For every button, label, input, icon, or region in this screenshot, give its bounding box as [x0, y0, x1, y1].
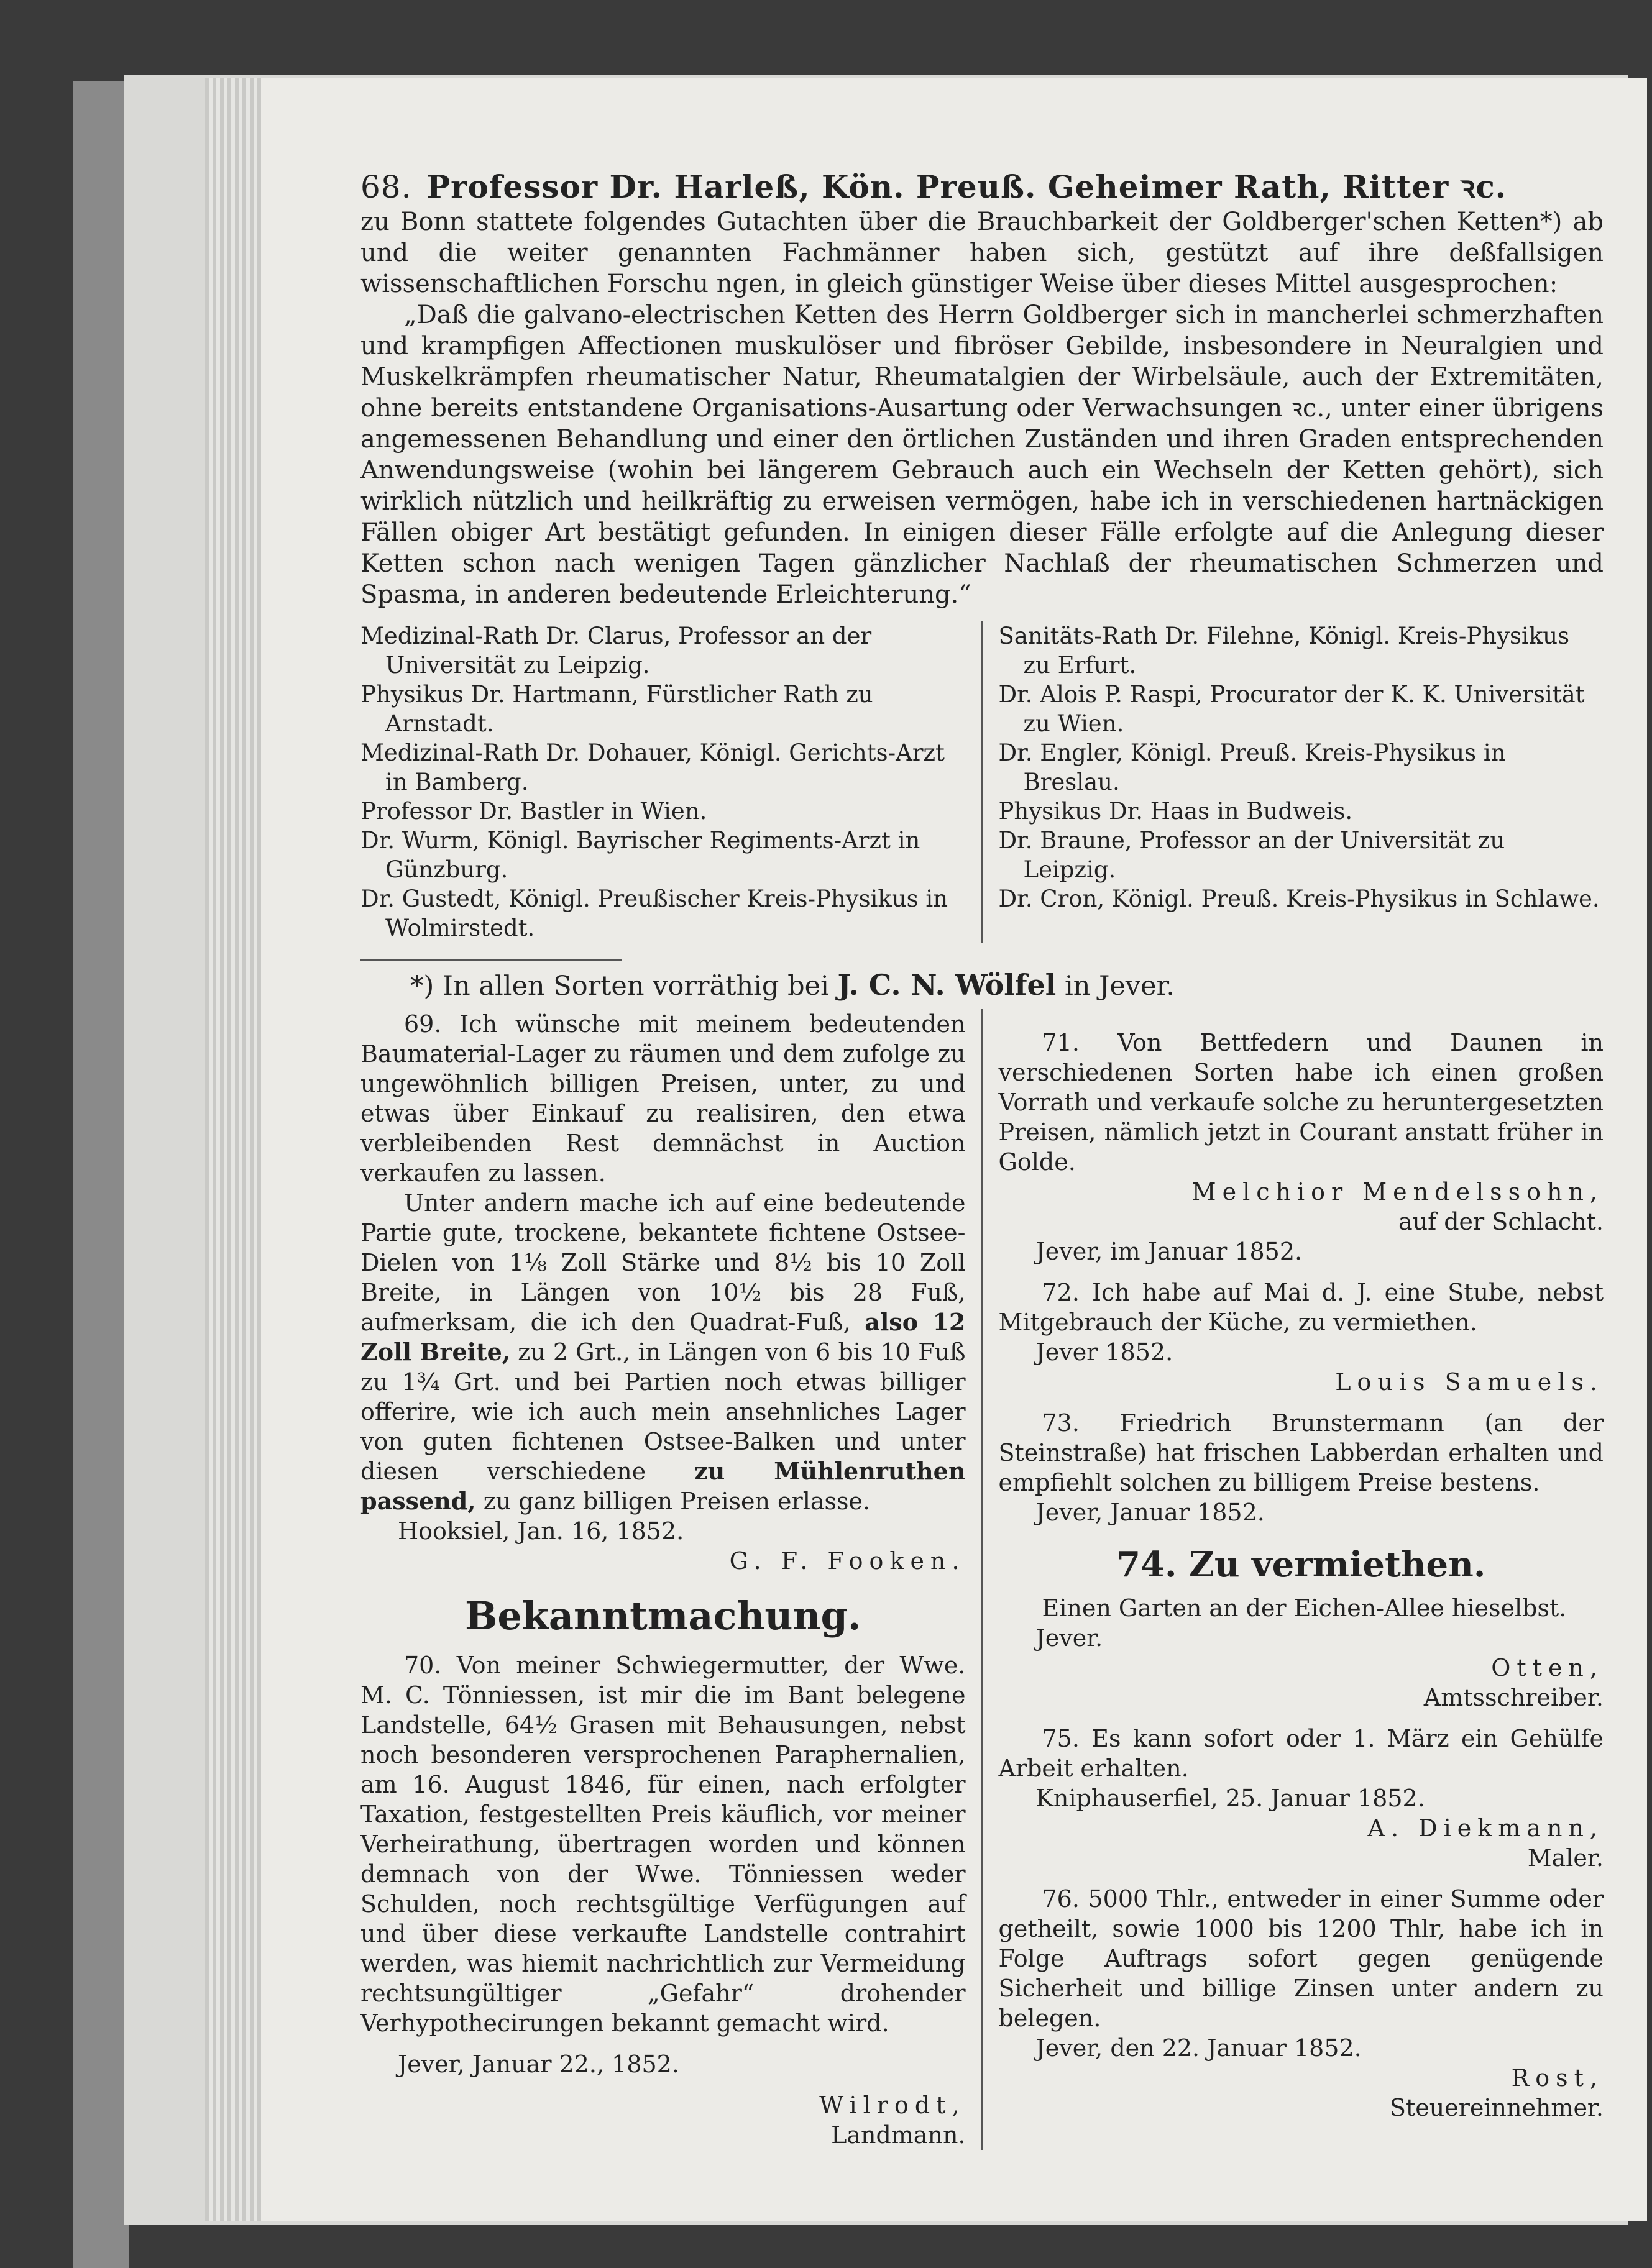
expert-entry: Dr. Engler, Königl. Preuß. Kreis-Physikus in Breslau.: [998, 739, 1506, 795]
ad-76-signature-title: Steuereinnehmer.: [1389, 2094, 1604, 2121]
ad-69-offer-e: zu ganz billigen Preisen erlasse.: [483, 1488, 871, 1515]
ads-right-column: [983, 1009, 1604, 2150]
ad-73-text: 73. Friedrich Brunstermann (an der Steinstraße) hat frischen Labberdan erhalten und empfiehlt solchen zu billigem Preise bestens.: [998, 1409, 1604, 1496]
notice-date: Jever, Januar 22., 1852.: [398, 2051, 679, 2078]
ad-69-date: Hooksiel, Jan. 16, 1852.: [398, 1517, 684, 1545]
ad-76-text: 76. 5000 Thlr., entweder in einer Summe oder getheilt, sowie 1000 bis 1200 Thlr, habe ich in Folge Auftrags sofort gegen genügende Sicherheit und billige Zinsen unter andern zu belegen.: [998, 1885, 1604, 2032]
experts-right-column: [983, 621, 1604, 943]
experts-list: [360, 621, 1604, 943]
ad-71-signature-place: auf der Schlacht.: [1398, 1208, 1604, 1235]
expert-entry: Physikus Dr. Haas in Budweis.: [998, 798, 1353, 825]
ad-76-date: Jever, den 22. Januar 1852.: [1035, 2034, 1362, 2062]
ad-72-date: Jever 1852.: [1035, 1338, 1173, 1366]
notice-signature: Wilrodt,: [819, 2092, 966, 2119]
ad-69-offer: [360, 1188, 966, 1516]
ad-69-offer-b: also 12 Zoll Breite,: [360, 1308, 966, 1366]
expert-entry: Dr. Gustedt, Königl. Preußischer Kreis-Physikus in Wolmirstedt.: [360, 885, 948, 941]
ad-74-signature: Otten,: [1491, 1654, 1604, 1681]
notice-signature-title: Landmann.: [831, 2121, 966, 2149]
footnote: [410, 967, 1604, 1004]
article-title: Professor Dr. Harleß, Kön. Preuß. Geheimer Rath, Ritter ꝛc.: [426, 168, 1507, 205]
footnote-mark: *): [410, 971, 434, 1002]
ad-69-signature: G. F. Fooken.: [729, 1547, 966, 1575]
ad-74-place: Jever.: [1035, 1624, 1103, 1652]
ad-71-date: Jever, im Januar 1852.: [1035, 1238, 1303, 1265]
expert-entry: Professor Dr. Bastler in Wien.: [360, 798, 707, 825]
ads-left-column: [360, 1009, 983, 2150]
footnote-text: In allen Sorten vorräthig bei: [442, 971, 829, 1002]
expert-entry: Dr. Wurm, Königl. Bayrischer Regiments-Arzt in Günzburg.: [360, 827, 920, 883]
quote-paragraph: „Daß die galvano-electrischen Ketten des Herrn Goldberger sich in mancherlei schmerzhaften und krampfigen Affectionen muskulöser und fibröser Gebilde, insbesondere in Neuralgien und Muskelkrämpfen rheumatischer Natur, Rheumatalgien der Wirbelsäule, auch der Extremitäten, ohne bereits entstandene Organisations-Ausartung oder Verwachsungen ꝛc., unter einer übrigens angemessenen Behandlung und einer den örtlichen Zuständen und ihren Graden entsprechenden Anwendungsweise (wohin bei längerem Gebrauch auch ein Wechseln der Ketten gehört), sich wirklich nützlich und heilkräftig zu erweisen vermögen, habe ich in verschiedenen hartnäckigen Fällen obiger Art bestätigt gefunden. In einigen dieser Fälle erfolgte auf die Anlegung dieser Ketten schon nach wenigen Tagen gänzlicher Nachlaß der rheumatischen Schmerzen und Spasma, in anderen bedeutende Erleichterung.“: [360, 301, 1604, 609]
ad-72-signature: Louis Samuels.: [1335, 1368, 1604, 1396]
notice-title: Bekanntmachung.: [465, 1593, 861, 1639]
footnote-rule: [360, 959, 622, 961]
expert-entry: Dr. Braune, Professor an der Universität zu Leipzig.: [998, 827, 1505, 883]
page-content: [360, 168, 1604, 2150]
ad-69-text: 69. Ich wünsche mit meinem bedeutenden Baumaterial-Lager zu räumen und dem zufolge zu ungewöhnlich billigen Preisen, unter, zu und etwas über Einkauf zu realisiren, den etwa verbleibenden Rest demnächst in Auction verkaufen zu lassen.: [360, 1010, 966, 1187]
ad-75-signature-title: Maler.: [1527, 1844, 1604, 1872]
ad-74-title: 74. Zu vermiethen.: [1116, 1544, 1486, 1585]
ad-73-date: Jever, Januar 1852.: [1035, 1499, 1265, 1526]
expert-entry: Physikus Dr. Hartmann, Fürstlicher Rath zu Arnstadt.: [360, 681, 873, 737]
expert-entry: Dr. Cron, Königl. Preuß. Kreis-Physikus in Schlawe.: [998, 885, 1600, 912]
ad-69-offer-d: zu Mühlenruthen passend,: [360, 1457, 966, 1515]
expert-entry: Dr. Alois P. Raspi, Procurator der K. K. Universität zu Wien.: [998, 681, 1585, 737]
ad-71-signature: Melchior Mendelssohn,: [1191, 1178, 1604, 1205]
page-gutter: [205, 78, 261, 2221]
expert-entry: Medizinal-Rath Dr. Clarus, Professor an der Universität zu Leipzig.: [360, 623, 872, 679]
footnote-merchant: J. C. N. Wölfel: [837, 968, 1057, 1002]
ad-74-signature-title: Amtsschreiber.: [1423, 1684, 1604, 1711]
book-edge: [73, 81, 129, 2268]
experts-left-column: [360, 621, 983, 943]
article-header: [360, 168, 1604, 206]
advertisements: [360, 1009, 1604, 2150]
ad-74-text: Einen Garten an der Eichen-Allee hieselbst.: [1042, 1594, 1567, 1622]
notice-text: 70. Von meiner Schwiegermutter, der Wwe. M. C. Tönniessen, ist mir die im Bant belegene Landstelle, 64½ Grasen mit Behausungen, nebst noch besonderen versprochenen Paraphernalien, am 16. August 1846, für einen, nach erfolgter Taxation, festgestellten Preis käuflich, vor meiner Verheirathung, übertragen worden und können demnach von der Wwe. Tönniessen weder Schulden, noch rechtsgültige Verfügungen auf und über diese verkaufte Landstelle contrahirt werden, was hiemit nachrichtlich zur Vermeidung rechtsungültiger „Gefahr“ drohender Verhypothecirungen bekannt gemacht wird.: [360, 1652, 966, 2037]
ad-69-offer-a: Unter andern mache ich auf eine bedeutende Partie gute, trockene, bekantete fichtene Ostsee-Dielen von 1⅛ Zoll Stärke und 8½ bis 10 Zoll Breite, in Längen von 10½ bis 28 Fuß, aufmerksam, die ich den Quadrat-Fuß,: [360, 1189, 966, 1336]
ad-72-text: 72. Ich habe auf Mai d. J. eine Stube, nebst Mitgebrauch der Küche, zu vermiethen.: [998, 1279, 1604, 1336]
ad-75-date: Kniphauserfiel, 25. Januar 1852.: [1035, 1785, 1425, 1812]
article-number: 68.: [360, 169, 412, 205]
footnote-place: in Jever.: [1064, 971, 1175, 1002]
expert-entry: Sanitäts-Rath Dr. Filehne, Königl. Kreis-Physikus zu Erfurt.: [998, 623, 1570, 679]
ad-75-signature: A. Diekmann,: [1367, 1814, 1604, 1842]
intro-paragraph: zu Bonn stattete folgendes Gutachten über die Brauchbarkeit der Goldberger'schen Ketten*) ab und die weiter genannten Fachmänner haben sich, gestützt auf ihre deßfallsigen wissenschaftlichen Forschu ngen, in gleich günstiger Weise über dieses Mittel ausgesprochen:: [360, 208, 1604, 298]
expert-entry: Medizinal-Rath Dr. Dohauer, Königl. Gerichts-Arzt in Bamberg.: [360, 739, 945, 795]
ad-75-text: 75. Es kann sofort oder 1. März ein Gehülfe Arbeit erhalten.: [998, 1725, 1604, 1782]
ad-76-signature: Rost,: [1511, 2064, 1604, 2092]
ad-71-text: 71. Von Bettfedern und Daunen in verschiedenen Sorten habe ich einen großen Vorrath und verkaufe solche zu heruntergesetzten Preisen, nämlich jetzt in Courant anstatt früher in Golde.: [998, 1029, 1604, 1176]
ad-69-offer-c: zu 2 Grt., in Längen von 6 bis 10 Fuß zu 1¾ Grt. und bei Partien noch etwas billiger offerire, wie ich auch mein ansehnliches Lager von guten fichtenen Ostsee-Balken und unter diesen verschiedene: [360, 1338, 966, 1485]
